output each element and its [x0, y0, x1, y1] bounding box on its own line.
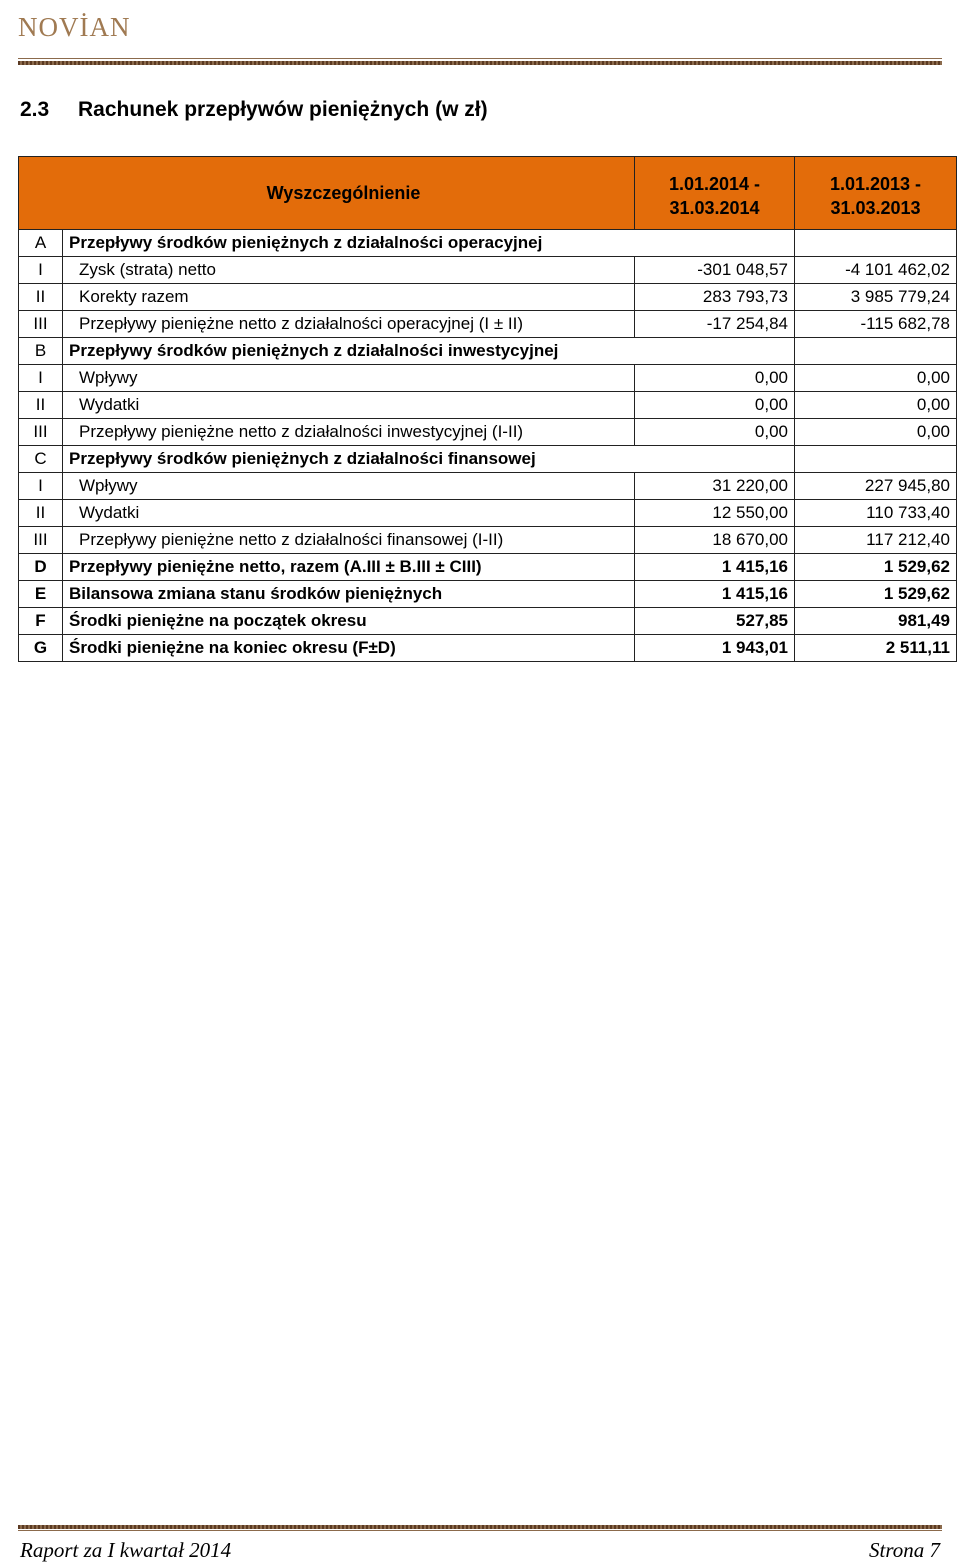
row-value-2013: 117 212,40 — [795, 527, 957, 554]
table-header-row — [19, 157, 957, 230]
row-mark: G — [19, 635, 63, 662]
table-row — [19, 473, 957, 500]
table-row — [19, 311, 957, 338]
row-mark: II — [19, 500, 63, 527]
row-value-2013: 110 733,40 — [795, 500, 957, 527]
row-mark: D — [19, 554, 63, 581]
table-row — [19, 500, 957, 527]
row-label: Środki pieniężne na początek okresu — [63, 608, 635, 635]
row-value-2014: -17 254,84 — [635, 311, 795, 338]
header-period-2013: 1.01.2013 - 31.03.2013 — [795, 157, 957, 230]
cash-flow-table — [18, 156, 957, 662]
table-row — [19, 608, 957, 635]
row-label: Korekty razem — [63, 284, 635, 311]
row-label: Przepływy pieniężne netto z działalności operacyjnej (I ± II) — [63, 311, 635, 338]
row-mark: II — [19, 284, 63, 311]
section-number: 2.3 — [20, 98, 50, 121]
row-mark: B — [19, 338, 63, 365]
row-value-2013: 1 529,62 — [795, 554, 957, 581]
row-value-2013: -4 101 462,02 — [795, 257, 957, 284]
row-value-2014: 1 943,01 — [635, 635, 795, 662]
row-mark: A — [19, 230, 63, 257]
header-rule — [18, 58, 942, 66]
row-label: Przepływy środków pieniężnych z działalności finansowej — [63, 446, 795, 473]
row-mark: III — [19, 419, 63, 446]
table-row — [19, 419, 957, 446]
row-label: Przepływy środków pieniężnych z działalności operacyjnej — [63, 230, 795, 257]
table-row — [19, 635, 957, 662]
row-value-2013 — [795, 230, 957, 257]
footer-report-title: Raport za I kwartał 2014 — [20, 1538, 232, 1562]
row-value-2014: 1 415,16 — [635, 554, 795, 581]
row-label: Przepływy pieniężne netto z działalności finansowej (I-II) — [63, 527, 635, 554]
row-value-2014: 31 220,00 — [635, 473, 795, 500]
row-mark: I — [19, 473, 63, 500]
row-value-2014: 18 670,00 — [635, 527, 795, 554]
row-value-2014: 527,85 — [635, 608, 795, 635]
row-mark: F — [19, 608, 63, 635]
row-label: Przepływy pieniężne netto, razem (A.III ± B.III ± CIII) — [63, 554, 635, 581]
row-value-2013: -115 682,78 — [795, 311, 957, 338]
row-value-2013: 1 529,62 — [795, 581, 957, 608]
row-value-2014: 12 550,00 — [635, 500, 795, 527]
row-value-2013: 0,00 — [795, 419, 957, 446]
row-value-2013: 0,00 — [795, 365, 957, 392]
row-mark: E — [19, 581, 63, 608]
row-mark: C — [19, 446, 63, 473]
table-row — [19, 446, 957, 473]
section-title — [20, 98, 488, 122]
row-value-2014: 283 793,73 — [635, 284, 795, 311]
row-value-2014: 0,00 — [635, 365, 795, 392]
row-label: Wpływy — [63, 473, 635, 500]
row-mark: III — [19, 527, 63, 554]
row-mark: I — [19, 257, 63, 284]
row-value-2013: 2 511,11 — [795, 635, 957, 662]
row-value-2013 — [795, 338, 957, 365]
row-label: Środki pieniężne na koniec okresu (F±D) — [63, 635, 635, 662]
table-row — [19, 554, 957, 581]
row-value-2014: 1 415,16 — [635, 581, 795, 608]
table-row — [19, 230, 957, 257]
row-value-2014: 0,00 — [635, 392, 795, 419]
row-mark: II — [19, 392, 63, 419]
table-row — [19, 392, 957, 419]
row-value-2014: -301 048,57 — [635, 257, 795, 284]
row-value-2013: 981,49 — [795, 608, 957, 635]
table-row — [19, 257, 957, 284]
section-heading: Rachunek przepływów pieniężnych (w zł) — [78, 98, 488, 121]
table-row — [19, 284, 957, 311]
row-label: Wpływy — [63, 365, 635, 392]
header-description: Wyszczególnienie — [19, 157, 635, 230]
row-value-2013: 0,00 — [795, 392, 957, 419]
row-label: Wydatki — [63, 500, 635, 527]
footer-rule — [18, 1525, 942, 1533]
table-row — [19, 527, 957, 554]
row-mark: I — [19, 365, 63, 392]
row-mark: III — [19, 311, 63, 338]
table-row — [19, 338, 957, 365]
table-row — [19, 365, 957, 392]
row-value-2013 — [795, 446, 957, 473]
table-row — [19, 581, 957, 608]
row-label: Bilansowa zmiana stanu środków pieniężnych — [63, 581, 635, 608]
row-label: Zysk (strata) netto — [63, 257, 635, 284]
row-value-2013: 227 945,80 — [795, 473, 957, 500]
company-logo: NOVİAN — [18, 12, 131, 42]
row-label: Przepływy pieniężne netto z działalności inwestycyjnej (I-II) — [63, 419, 635, 446]
row-value-2014: 0,00 — [635, 419, 795, 446]
row-label: Przepływy środków pieniężnych z działalności inwestycyjnej — [63, 338, 795, 365]
header-period-2014: 1.01.2014 - 31.03.2014 — [635, 157, 795, 230]
row-value-2013: 3 985 779,24 — [795, 284, 957, 311]
footer-page-number: Strona 7 — [869, 1538, 940, 1562]
row-label: Wydatki — [63, 392, 635, 419]
